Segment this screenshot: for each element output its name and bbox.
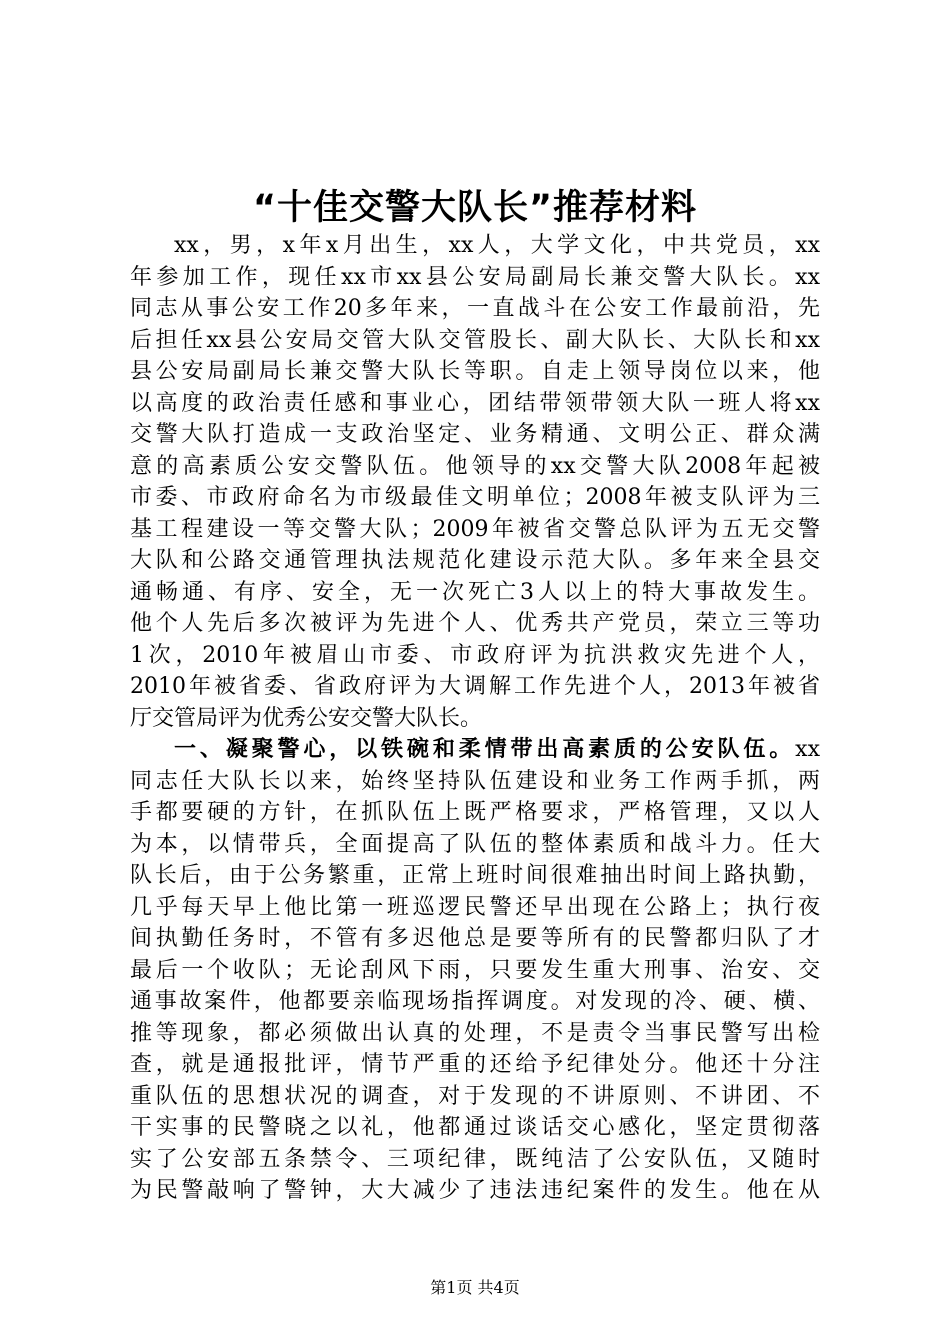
body-line-text: 后担任xx县公安局交管大队交管股长、副大队长、大队长和xx	[130, 327, 820, 353]
body-line-text: 2010年被省委、省政府评为大调解工作先进个人，2013年被省	[130, 674, 820, 699]
body-line	[130, 955, 820, 987]
body-line	[130, 703, 820, 735]
body-line-text: 为本，以情带兵，全面提高了队伍的整体素质和战斗力。任大	[130, 831, 820, 857]
body-line	[130, 734, 820, 766]
body-line-text: 市委、市政府命名为市级最佳文明单位；2008年被支队评为三	[130, 485, 820, 510]
body-line	[130, 451, 820, 483]
body-line-text: xx，男，x年x月出生，xx人，大学文化，中共党员，xx	[174, 233, 820, 258]
body-line-text: 同志任大队长以来，始终坚持队伍建设和业务工作两手抓，两	[130, 768, 820, 794]
body-line-text: 队长后，由于公务繁重，正常上班时间很难抽出时间上路执勤，	[130, 863, 820, 888]
body-line-text: 通畅通、有序、安全，无一次死亡3人以上的特大事故发生。	[130, 579, 820, 605]
body-line-text: 干实事的民警晓之以礼，他都通过谈话交心感化，坚定贯彻落	[130, 1115, 820, 1140]
body-line	[130, 923, 820, 955]
body-line	[130, 608, 820, 640]
body-line	[130, 388, 820, 420]
body-line-text: 最后一个收队；无论刮风下雨，只要发生重大刑事、治安、交	[130, 957, 820, 983]
body-line	[130, 577, 820, 609]
body-line	[130, 671, 820, 703]
body-line-text: 年参加工作，现任xx市xx县公安局副局长兼交警大队长。xx	[130, 264, 820, 290]
body-line-text: 查，就是通报批评，情节严重的还给予纪律处分。他还十分注	[130, 1052, 820, 1077]
body-line-text: 厅交管局评为优秀公安交警大队长。	[130, 705, 483, 731]
body-line	[130, 545, 820, 577]
body-line	[130, 514, 820, 546]
body-line	[130, 230, 820, 262]
body-line-text: 以高度的政治责任感和事业心，团结带领带领大队一班人将xx	[130, 390, 820, 416]
body-line-text: 他个人先后多次被评为先进个人、优秀共产党员，荣立三等功	[130, 611, 820, 636]
body-line	[130, 986, 820, 1018]
body-line	[130, 766, 820, 798]
section-heading: 一、凝聚警心，以铁碗和柔情带出高素质的公安队伍。	[174, 737, 796, 762]
body-line-text: 大队和公路交通管理执法规范化建设示范大队。多年来全县交	[130, 548, 820, 573]
body-line	[130, 1081, 820, 1113]
body-line-text: 重队伍的思想状况的调查，对于发现的不讲原则、不讲团、不	[130, 1083, 820, 1109]
body-line-text: 1次，2010年被眉山市委、市政府评为抗洪救灾先进个人，	[130, 642, 820, 668]
body-line-text: 通事故案件，他都要亲临现场指挥调度。对发现的冷、硬、横、	[130, 989, 820, 1014]
body-line-text: 几乎每天早上他比第一班巡逻民警还早出现在公路上；执行夜	[130, 894, 820, 920]
body-line	[130, 325, 820, 357]
document-title: “十佳交警大队长”推荐材料	[252, 188, 697, 228]
body-line	[130, 1018, 820, 1050]
body-line	[130, 640, 820, 672]
body-line	[130, 1112, 820, 1144]
body-line-text: 间执勤任务时，不管有多迟他总是要等所有的民警都归队了才	[130, 926, 820, 951]
body-line	[130, 356, 820, 388]
body-line-text: 为民警敲响了警钟，大大减少了违法违纪案件的发生。他在从	[130, 1178, 820, 1203]
page-footer: 第1页 共4页	[430, 1278, 520, 1297]
body-line-text: 手都要硬的方针，在抓队伍上既严格要求，严格管理，又以人	[130, 800, 820, 825]
body-line	[130, 293, 820, 325]
body-line-text: 推等现象，都必须做出认真的处理，不是责令当事民警写出检	[130, 1020, 820, 1046]
document-body	[130, 230, 820, 1207]
body-line-text: 同志从事公安工作20多年来，一直战斗在公安工作最前沿，先	[130, 296, 820, 321]
body-line-text: 交警大队打造成一支政治坚定、业务精通、文明公正、群众满	[130, 422, 820, 447]
body-line	[130, 1144, 820, 1176]
body-line	[130, 1175, 820, 1207]
body-line	[130, 797, 820, 829]
body-line-text: 意的高素质公安交警队伍。他领导的xx交警大队2008年起被	[130, 453, 820, 479]
body-line	[130, 1049, 820, 1081]
body-line	[130, 829, 820, 861]
body-line	[130, 419, 820, 451]
body-line	[130, 262, 820, 294]
body-line-text: 实了公安部五条禁令、三项纪律，既纯洁了公安队伍，又随时	[130, 1146, 820, 1172]
body-line	[130, 482, 820, 514]
body-line	[130, 860, 820, 892]
body-line	[130, 892, 820, 924]
body-line-text: 县公安局副局长兼交警大队长等职。自走上领导岗位以来，他	[130, 359, 820, 384]
body-line-text: 基工程建设一等交警大队；2009年被省交警总队评为五无交警	[130, 516, 820, 542]
body-line-text: xx	[795, 737, 820, 762]
